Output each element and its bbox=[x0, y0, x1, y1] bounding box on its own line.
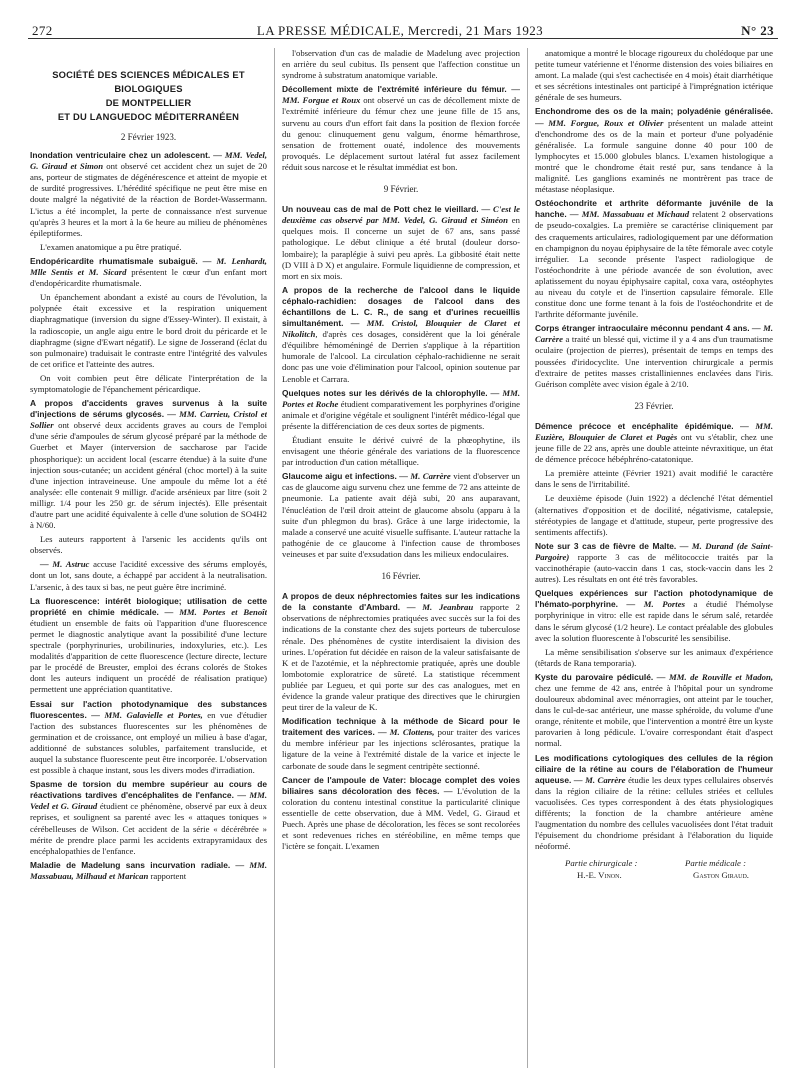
article-title: Quelques expériences sur l'action photodynamique de l'hémato-porphyrine. bbox=[535, 588, 773, 610]
article-body: ont observé cet accident chez un sujet de 20 ans, porteur de stigmates de dégénérescence et atteint de myopie et de surdité progressives. L'hérédité spécifique ne peut être mise en doute malgré la négativité de la réaction de Bordet-Wassermann. L'ictus a été incomplet, la perte de connaissance n'est survenue qu'après 3 heures et la mort à la 6e heure au milieu de phénomènes épileptiformes. bbox=[30, 161, 267, 238]
article-paragraph bbox=[535, 493, 773, 537]
column-2-body bbox=[282, 48, 520, 852]
article-body: Étudiant ensuite le dérivé cuivré de la phœophytine, ils envisagent une théorie générale des variations de la fluorescence par introduction d'un cation métallique. bbox=[282, 435, 520, 468]
article-title: Enchondrome des os de la main; polyadénie généralisée. bbox=[535, 106, 773, 117]
article-body: en quelques mois. Il concerne un sujet de 67 ans, sans passé pathologique. Le début clinique a été brutal (douleur dorso-lombaire); la paraplégie à suivi peu après. La gibbosité était nette (D VIII à D X) et angulaire. Formule liquidienne de compression, et mort en six mois. bbox=[282, 215, 520, 281]
article-authors: — MM. Massabuau, Milhaud et Marican bbox=[30, 859, 267, 881]
article-body: en vue d'étudier l'action des substances fluorescentes sur les phénomènes de germination et de croissance, ont employé un milieu à base d'agar, additionné de substances solubles, parfaitement translucide, et auquel la substance fluorescente peut être incorporée. L'observation est possible à chaque instant, sous les divers modes d'irradiation. bbox=[30, 709, 267, 776]
article-body: , d'après ces dosages, considèrent que la loi générale d'équilibre hémoméningé de Derrien s'applique à la répartition humorale de l'alcool. La circulation céphalo-rachidienne ne serait donc pas une voie d'élimination pour l'alcool, opinion soutenue par Lenoble et Carrara. bbox=[282, 329, 520, 384]
article-paragraph bbox=[282, 388, 520, 432]
article-title: Kyste du parovaire pédiculé. bbox=[535, 671, 654, 682]
article-paragraph bbox=[535, 106, 773, 195]
article-title: Ostéochondrite et arthrite déformante juvénile de la hanche. bbox=[535, 198, 773, 220]
article-paragraph bbox=[535, 541, 773, 585]
article-body: étudient un ensemble de faits où l'apparition d'une fluorescence permet le diagnostic analytique avant la possibilité d'une lecture spectrale (porphyrinuries, urobilinuries, indoxyluries, etc.). Les modalités d'apparition de cette fluorescence (lecture directe, lecture par le procédé de Breuster, emploi des écrans colorés de Stokes dont les auteurs indiquent un procédé de réalisation pratique) permettent une appréciation quantitative. bbox=[30, 617, 267, 695]
session-date: 23 Février. bbox=[634, 400, 674, 411]
header-rule bbox=[28, 38, 778, 39]
signature-med-label: Partie médicale : bbox=[685, 858, 747, 869]
signature-med-name: Gaston Giraud. bbox=[693, 870, 749, 881]
article-paragraph bbox=[535, 672, 773, 750]
article-authors: — C'est le deuxième cas observé par MM. Vedel, G. Giraud et Siméon bbox=[282, 204, 520, 226]
article-authors: — M. Carrère bbox=[399, 471, 451, 482]
article-authors: — MM. Vedel et G. Giraud bbox=[30, 790, 267, 812]
article-authors: — M. Lenhardt, Mlle Sentis et M. Sicard bbox=[30, 255, 267, 278]
article-paragraph bbox=[535, 588, 773, 643]
page-number: 272 bbox=[32, 23, 53, 38]
article-paragraph bbox=[30, 779, 267, 857]
running-header bbox=[20, 13, 780, 41]
article-authors: — M. Durand (de Saint-Pargoire) bbox=[535, 540, 773, 562]
article-title: Maladie de Madelung sans incurvation radiale. bbox=[30, 859, 231, 870]
article-title: Décollement mixte de l'extrémité inférieure du fémur. bbox=[282, 84, 507, 95]
article-paragraph bbox=[282, 204, 520, 282]
article-body: vient d'observer un cas de glaucome aigu survenu chez une femme de 72 ans atteinte de pneumonie. La patiente avait déjà subi, 20 ans auparavant, l'énucléation de l'œil droit atteint de glaucome absolu (apparu à la suite d'un phlegmon du bras). Grâce à une large iridectomie, la malade a conservé une acuité visuelle suffisante. L'auteur rattache la pathogénie de ce glaucome à l'infection cause de thromboses veineuses et par suite d'exsudation dans les milieux endoculaires. bbox=[282, 471, 520, 559]
article-paragraph bbox=[535, 647, 773, 669]
signature-block bbox=[535, 858, 773, 888]
article-body: rapportent bbox=[148, 870, 187, 881]
article-title: La fluorescence: intérêt biologique; utilisation de cette propriété en chimie médicale. bbox=[30, 595, 267, 617]
article-paragraph bbox=[30, 398, 267, 531]
article-authors: — MM. de Rouville et Madon, bbox=[656, 671, 773, 682]
article-paragraph bbox=[282, 84, 520, 173]
article-title: Corps étranger intraoculaire méconnu pendant 4 ans. bbox=[535, 323, 750, 334]
article-body: étudient comparativement les porphyrines d'origine animale et d'origine végétale et soulignent l'intérêt médico-légal que présente la différenciation de ces deux sortes de pigments. bbox=[282, 398, 520, 431]
column-3 bbox=[535, 48, 773, 1073]
article-authors: — MM. Portes et Benoît bbox=[164, 606, 267, 617]
article-body: présentent un malade atteint d'enchondrome des os de la main et porteur d'une polyadénie généralisée. La formule sanguine donne 40 pour 100 de lymphocytes et 15.000 globules blancs. L'examen histologique a montré que le chondrome était resté pur, sans tendance à la malignité. Les ganglions examinés ne montrèrent pas trace de métastase néoplasique. bbox=[535, 117, 773, 195]
article-body: présentent le cœur d'un enfant mort d'endopéricardite rhumatismale. bbox=[30, 267, 267, 289]
article-title: Note sur 3 cas de fièvre de Malte. bbox=[535, 540, 677, 551]
article-body: L'évolution de la coloration du contenu intestinal constitue la particularité clinique essentielle de cette observation, due à MM. Vedel, G. Giraud et Puech. Après une phase de décoloration, les fèces se sont recolorées et sont redevenues riches en stéréobiline, en même temps que l'ictère se fonçait. L'examen bbox=[282, 785, 520, 852]
article-title: Quelques notes sur les dérivés de la chlorophylle. bbox=[282, 387, 488, 398]
article-body: relatent 2 observations de pseudo-coxalgies. La première se caractérise cliniquement par des craquements articulaires, radiologiquement par une déformation en champignon du noyau épiphysaire de la tête fémorale avec cotyle irrégulier. La seconde présente l'aspect radiologique de l'ostéochondrite à une période avancée de son évolution, avec aplatissement du noyau épiphysaire capital, coxa vara, ostéophytes au niveau du cotyle et de l'insertion capsulaire fémorale. Elle constitue donc une forme tenant à la fois de l'ostéochondrite et de l'arthrite déformante juvénile. bbox=[535, 209, 773, 320]
article-paragraph bbox=[30, 860, 267, 882]
article-authors: — MM. Forgue et Roux bbox=[282, 84, 520, 106]
article-authors: — M. Astruc bbox=[40, 559, 90, 570]
article-authors: — M. Jeanbrau bbox=[406, 602, 474, 613]
article-paragraph bbox=[30, 699, 267, 777]
article-paragraph bbox=[282, 775, 520, 853]
article-authors: — MM. Forgue, Roux et Olivier bbox=[535, 117, 664, 128]
article-title: Un nouveau cas de mal de Pott chez le vieillard. bbox=[282, 204, 479, 215]
article-title: Démence précoce et encéphalite épidémique. bbox=[535, 420, 734, 431]
article-body: Le deuxième épisode (Juin 1922) a déclenché l'état démentiel (alternatives d'opposition et de docilité, négativisme, catalepsie, stéréotypies de langage et d'attitude, stupeur, perte progressive des sentiments affectifs). bbox=[535, 493, 773, 537]
society-line: ET DU LANGUEDOC MÉDITERRANÉEN bbox=[57, 111, 240, 122]
article-body: La même sensibilisation s'observe sur les animaux d'expérience (têtards de Rana temporaria). bbox=[535, 646, 773, 668]
article-title: Spasme de torsion du membre supérieur au cours de réactivations tardives d'encéphalites de l'enfance. bbox=[30, 779, 267, 801]
column-1 bbox=[30, 48, 267, 1073]
society-heading bbox=[30, 68, 267, 124]
article-authors: — M. Carrère bbox=[535, 323, 773, 345]
article-body: L'examen anatomique a pu être pratiqué. bbox=[40, 241, 182, 252]
journal-title: LA PRESSE MÉDICALE, Mercredi, 21 Mars 1923 bbox=[256, 23, 544, 38]
article-paragraph bbox=[282, 471, 520, 560]
article-body: Les auteurs rapportent à l'arsenic les accidents qu'ils ont observés. bbox=[30, 534, 267, 556]
article-paragraph bbox=[282, 435, 520, 468]
article-title: A propos de deux néphrectomies faites sur les indications de la constante d'Ambard. bbox=[282, 591, 520, 613]
article-paragraph bbox=[282, 285, 520, 385]
article-authors: — MM. Euzière, Blouquier de Claret et Pagès bbox=[535, 420, 773, 442]
article-body: rapporte 3 cas de mélitococcie traités par la vaccinothérapie (auto-vaccin dans 1 cas, stock-vaccin dans les 2 autres). Les résultats en ont été très favorables. bbox=[535, 551, 773, 585]
column-separator bbox=[527, 48, 528, 1068]
article-authors: — M. Clottens, bbox=[377, 727, 435, 738]
society-line: DE MONTPELLIER bbox=[105, 97, 192, 108]
article-paragraph bbox=[30, 242, 267, 253]
article-paragraph bbox=[30, 373, 267, 395]
article-paragraph bbox=[30, 559, 267, 592]
article-title: Cancer de l'ampoule de Vater: blocage complet des voies biliaires sans décoloration des fèces. bbox=[282, 774, 520, 796]
article-authors: — MM. Cristol, Blouquier de Claret et Nikolitch bbox=[282, 318, 520, 340]
article-title: A propos de la recherche de l'alcool dans le liquide céphalo-rachidien: dosages de l'alcool dans des échantillons de L. C. R., de sang et d'urines recueillis simultanément. bbox=[282, 284, 520, 329]
article-body: a traité un blessé qui, victime il y a 4 ans d'un traumatisme oculaire (projection de pierres), présentait de temps en temps des poussées d'iridocyclite. Une intervention chirurgicale a permis d'extraire de petites masses cristalliniennes enclavées dans l'iris. Guérison complète avec vision égale à 2/10. bbox=[535, 334, 773, 389]
article-body: chez une femme de 42 ans, entrée à l'hôpital pour un syndrome douloureux abdominal avec ménorragies, ont atteint par le toucher, dans le cul-de-sac antérieur, une masse sphéroïde, du volume d'une orange, rénitente et mobile, que l'intervention a montré être un kyste parovarien à long pédicule. L'ovaire correspondant était d'aspect normal. bbox=[535, 682, 773, 749]
article-paragraph bbox=[282, 591, 520, 713]
article-title: Glaucome aigu et infections. bbox=[282, 471, 397, 482]
article-body: étudie les deux types cellulaires observés dans la région ciliaire de la rétine: cellules striées et cellules vacuolisées. Ces types correspondent à des états physiologiques différents; la fonction de la chambre antérieure amène l'augmentation du nombre des cellules vacuolisées dont l'état traduit l'épuisement du chondriome présidant à l'élaboration du liquide néoformé. bbox=[535, 774, 773, 852]
signature-surg-label: Partie chirurgicale : bbox=[565, 858, 638, 869]
column-1-body bbox=[30, 150, 267, 882]
column-2 bbox=[282, 48, 520, 1073]
article-body: La première atteinte (Février 1921) avait modifié le caractère dans le sens de l'irritabilité. bbox=[535, 468, 773, 490]
article-paragraph bbox=[282, 716, 520, 771]
article-authors: — MM. Galavielle et Portes, bbox=[91, 709, 203, 720]
article-title: Les modifications cytologiques des cellules de la région ciliaire de la rétine au cours de l'élaboration de l'humeur aqueuse. bbox=[535, 752, 773, 785]
signature-surg-name: H.-E. Vinon. bbox=[577, 870, 622, 881]
article-paragraph bbox=[535, 323, 773, 390]
article-body: a étudié l'hémolyse porphyrinique in vitro: elle est rapide dans le sérum salé, retardée dans le sérum glycosé (1/2 heure). Le contact préalable des globules avec la solution fluorescente à l'obscurité les sensibilise. bbox=[535, 599, 773, 643]
article-title: A propos d'accidents graves survenus à la suite d'injections de sérums glycosés. bbox=[30, 398, 267, 420]
article-authors: — M. Portes bbox=[626, 599, 685, 610]
session-date: 16 Février. bbox=[381, 571, 421, 582]
session-date: 9 Février. bbox=[383, 184, 419, 195]
article-paragraph bbox=[535, 198, 773, 320]
article-authors: — bbox=[443, 785, 457, 796]
article-body: ont vu s'établir, chez une jeune fille de 22 ans, après une double atteinte névraxitique, un état de démence précoce hébéphréno-catatonique. bbox=[535, 432, 773, 465]
article-title: Inondation ventriculaire chez un adolescent. bbox=[30, 150, 211, 161]
article-paragraph bbox=[282, 48, 520, 81]
session-date: 2 Février 1923. bbox=[120, 132, 177, 142]
article-body: rapporte 2 observations de néphrectomies pratiquées avec succès sur la foi des indications de la constante chez des sujets porteurs de tuberculose rénale. Des phénomènes de cystite interdisaient la division des urines. L'opération fut décidée en raison de la valeur satisfaisante de K et de l'azotémie, et la néphrectomie pratiquée, après une double lombotomie exploratrice de sûreté. La statistique récemment publiée par Legueu, et qui porte sur des cas analogues, met en évidence la grande valeur pratique des directives que le chirurgien peut tirer de la valeur de K. bbox=[282, 602, 520, 713]
column-separator bbox=[274, 48, 275, 1068]
article-body: l'observation d'un cas de maladie de Madelung avec projection en arrière du seul cubitus. Ils pensent que l'affection constitue un syndrome à substratum anatomique variable. bbox=[282, 48, 520, 81]
article-title: Endopéricardite rhumatismale subaiguë. bbox=[30, 255, 198, 266]
article-body: anatomique a montré le blocage rigoureux du cholédoque par une petite tumeur vatérienne et l'énorme distension des voies biliaires en amont. La malade (qui s'est cachectisée en 4 mois) était diarrhétique et ses sécrétions intestinales ont participé à l'imprégnation ictérique générale de ses humeurs. bbox=[535, 48, 773, 103]
issue-number: N° 23 bbox=[741, 23, 774, 38]
article-body: accuse l'acidité excessive des sérums employés, dont un lot, sans doute, a échappé par accident à la neutralisation. L'arsenic, à des taux si bas, ne peut guère être incriminé. bbox=[30, 559, 267, 592]
article-paragraph bbox=[30, 534, 267, 556]
article-body: Un épanchement abondant a existé au cours de l'évolution, la polypnée était excessive et la respiration uniquement diaphragmatique (inversion du signe d'Essey-Winter). Il existait, à la radioscopie, un angle aigu entre le bord droit du péricarde et le diaphragme (signe d'Ewart négatif). Le signe de Josserand (éclat du son pulmonaire) traduisait le contraste entre l'intégrité des valvules de cet orifice et l'atteinte des autres. bbox=[30, 292, 267, 369]
article-body: ont observé deux accidents graves au cours de l'emploi d'une série d'ampoules de sérum glycosé préparé par la méthode de Guerbet et Mayer (interversion de saccharose par l'acide phosphorique): un accident local (escarre étendue) à la suite d'une injection sous-cutanée; un accident général (choc mortel) à la suite d'une injection intraveineuse. Une ampoule du même lot a été analysée: elle contenait 9 milligr. d'acide arsénieux par litre (soit 2 milligr. 1/4 pour les 250 gr. de sérum injectés). Elle présentait d'autre part une acidité équivalente à celle d'une solution de SO4H2 à N/60. bbox=[30, 420, 267, 531]
article-paragraph bbox=[535, 48, 773, 103]
article-paragraph bbox=[535, 753, 773, 853]
article-authors: — M. Carrère bbox=[573, 774, 626, 785]
article-authors: — MM. Carrieu, Cristol et Sollier bbox=[30, 409, 267, 431]
article-authors: — MM. Portes et Roche bbox=[282, 387, 520, 409]
article-title: Modification technique à la méthode de Sicard pour le traitement des varices. bbox=[282, 716, 520, 738]
article-paragraph bbox=[30, 150, 267, 239]
article-paragraph bbox=[535, 468, 773, 490]
society-line: SOCIÉTÉ DES SCIENCES MÉDICALES ET BIOLOGIQUES bbox=[52, 69, 245, 94]
article-body: ont observé un cas de décollement mixte de l'extrémité inférieure du fémur chez une jeune fille de 15 ans, survenu au cours d'un effort fait dans la position de flexion forcée du genou: clinuquement genu valgum, énorme hémarthrose, sensation de frottement ouaté, indolence des mouvements provoqués. Le déplacement surtout latéral fut assez facilement réduit sous narcose et le résultat immédiat est bon. bbox=[282, 95, 520, 172]
column-3-body bbox=[535, 48, 773, 852]
article-paragraph bbox=[535, 421, 773, 465]
article-title: Essai sur l'action photodynamique des substances fluorescentes. bbox=[30, 698, 267, 720]
article-body: On voit combien peut être délicate l'interprétation de la symptomatologie de l'épanchement péricardique. bbox=[30, 372, 267, 394]
article-authors: — MM. Vedel, G. Giraud et Simon bbox=[30, 150, 267, 172]
article-authors: — MM. Massabuau et Michaud bbox=[569, 209, 690, 220]
article-body: étudient ce phénomène, observé par eux à deux reprises, et soulignent sa parenté avec les « attaques toniques » cérébelleuses de Wilson. Cet accident de la série « décérébrée » mérite de prendre place parmi les accidents extrapyramidaux des encéphalopathies de l'enfance. bbox=[30, 801, 267, 856]
article-paragraph bbox=[30, 256, 267, 289]
article-paragraph bbox=[30, 292, 267, 370]
article-paragraph bbox=[30, 596, 267, 696]
article-body: pour traiter des varices du membre inférieur par les injections sclérosantes, pratique la ligature de la veine à l'extrémité distale de la varice et injecte le carbonate de soude dans le segment centripète sectionné. bbox=[282, 727, 520, 771]
